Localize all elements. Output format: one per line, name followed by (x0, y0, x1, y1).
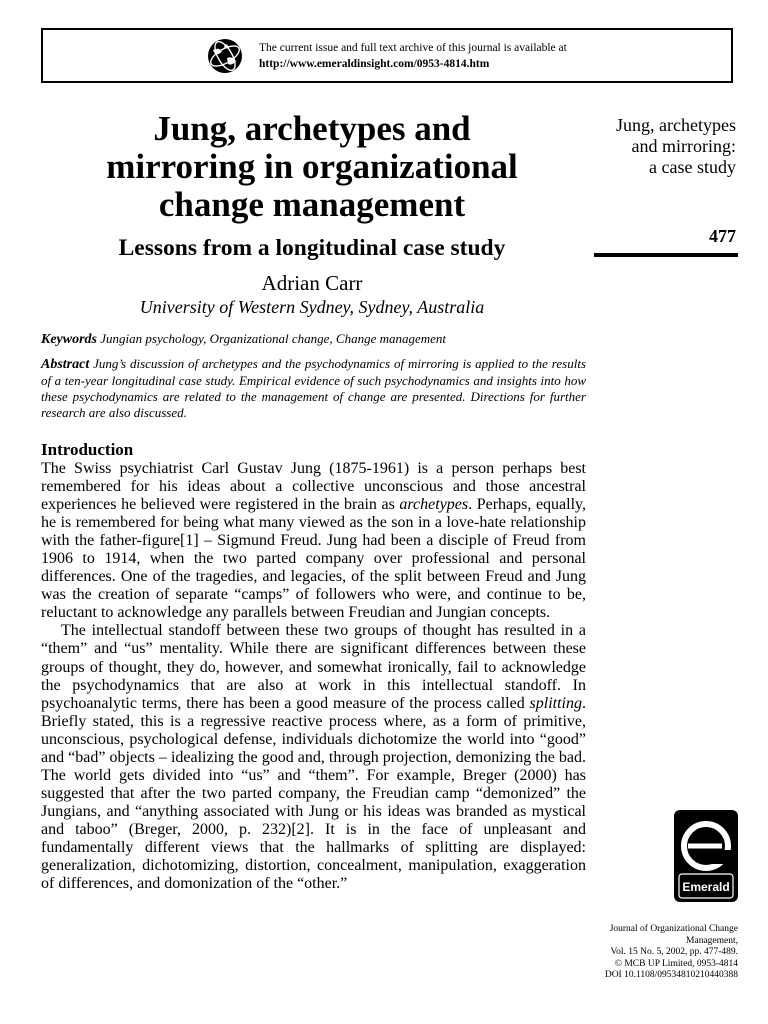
keywords-label: Keywords (41, 332, 97, 347)
journal-archive-link[interactable]: http://www.emeraldinsight.com/0953-4814.htm (259, 58, 490, 70)
page-number: 477 (709, 226, 736, 246)
emerald-logo-text: Emerald (682, 880, 730, 894)
running-title (592, 115, 736, 178)
article-title (41, 110, 583, 224)
abstract-text: Jung’s discussion of archetypes and the psychodynamics of mirroring is applied to the results of a ten-year longitudinal case study. Empirical evidence of such psychodynamics and insights into how these psychodynamics are related to the management of change are presented. Directions for further research are also discussed. (41, 356, 586, 420)
banner-text (259, 40, 567, 72)
abstract-label: Abstract (41, 357, 90, 372)
emerald-logo (674, 810, 738, 902)
keywords (41, 330, 586, 348)
keywords-text: Jungian psychology, Organizational change, Change management (100, 331, 447, 346)
term-splitting: splitting (529, 694, 582, 712)
margin-rule (594, 253, 738, 257)
article-subtitle: Lessons from a longitudinal case study (118, 235, 506, 261)
banner-availability-text: The current issue and full text archive of this journal is available at (259, 42, 567, 54)
journal-info-line-3: Vol. 15 No. 5, 2002, pp. 477-489. (610, 947, 738, 957)
paragraph-1 (41, 460, 586, 622)
term-archetypes: archetypes (399, 496, 469, 514)
running-title-line-1: Jung, archetypes (616, 115, 736, 135)
abstract (41, 356, 586, 421)
title-line-2: mirroring in organizational (106, 147, 518, 186)
journal-info-line-5: DOI 10.1108/09534810210440388 (604, 970, 738, 980)
running-title-line-2: and mirroring: (631, 136, 736, 156)
paragraph-1-part-a: The Swiss psychiatrist Carl Gustav Jung (1875-1961) is a person perhaps best remembered for his ideas about a collective unconscious and those ancestral experiences he believed were registered in the brain as (41, 460, 586, 514)
author-name: Adrian Carr (261, 271, 363, 295)
emerald-e-icon (674, 810, 738, 902)
globe-icon (207, 38, 243, 74)
paragraph-1-part-b: . Perhaps, equally, he is remembered for being what many viewed as the son in a love-hate relationship with the father-figure[1] – Sigmund Freud. Jung had been a disciple of Freud from 1906 to 1914, when the two parted company over professional and personal differences. One of the tragedies, and legacies, of the split between Freud and Jung was the creation of separate “camps” of followers who were, and continue to be, reluctant to acknowledge any parallels between Freudian and Jungian concepts. (41, 496, 586, 622)
journal-info-line-2: Management, (686, 935, 738, 946)
title-line-3: change management (158, 185, 466, 224)
title-line-1: Jung, archetypes and (153, 109, 471, 148)
paragraph-2 (41, 622, 586, 893)
journal-citation (596, 924, 738, 982)
running-title-line-3: a case study (649, 157, 736, 177)
body-text (41, 460, 586, 893)
journal-info-line-1: Journal of Organizational Change (609, 924, 738, 934)
journal-info-line-4: © MCB UP Limited, 0953-4814 (614, 958, 738, 969)
archive-banner (41, 28, 733, 83)
paragraph-2-part-a: The intellectual standoff between these two groups of thought has resulted in a “them” and “us” mentality. While there are significant differences between these groups of thought, they do, however, and somewhat ironically, fail to acknowledge the psychodynamics that are also at work in this intellectual standoff. In psychoanalytic terms, there has been a good measure of the process called (41, 622, 586, 712)
section-heading-introduction: Introduction (41, 440, 134, 459)
author-affiliation: University of Western Sydney, Sydney, Australia (139, 297, 485, 317)
paragraph-2-part-b: . Briefly stated, this is a regressive reactive process where, as a form of primitive, unconscious, psychological defense, individuals dichotomize the world into “good” and “bad” objects – idealizing the good and, through projection, demonizing the bad. The world gets divided into “us” and “them”. For example, Breger (2000) has suggested that after the two parted company, the Freudian camp “demonized” the Jungians, and “anything associated with Jung or his ideas was branded as mystical and taboo” (Breger, 2000, p. 232)[2]. It is in the face of unpleasant and fundamentally different views that the hallmarks of splitting are displayed: generalization, dichotomizing, distortion, concealment, manipulation, exaggeration of differences, and domonization of the “other.” (41, 694, 586, 893)
